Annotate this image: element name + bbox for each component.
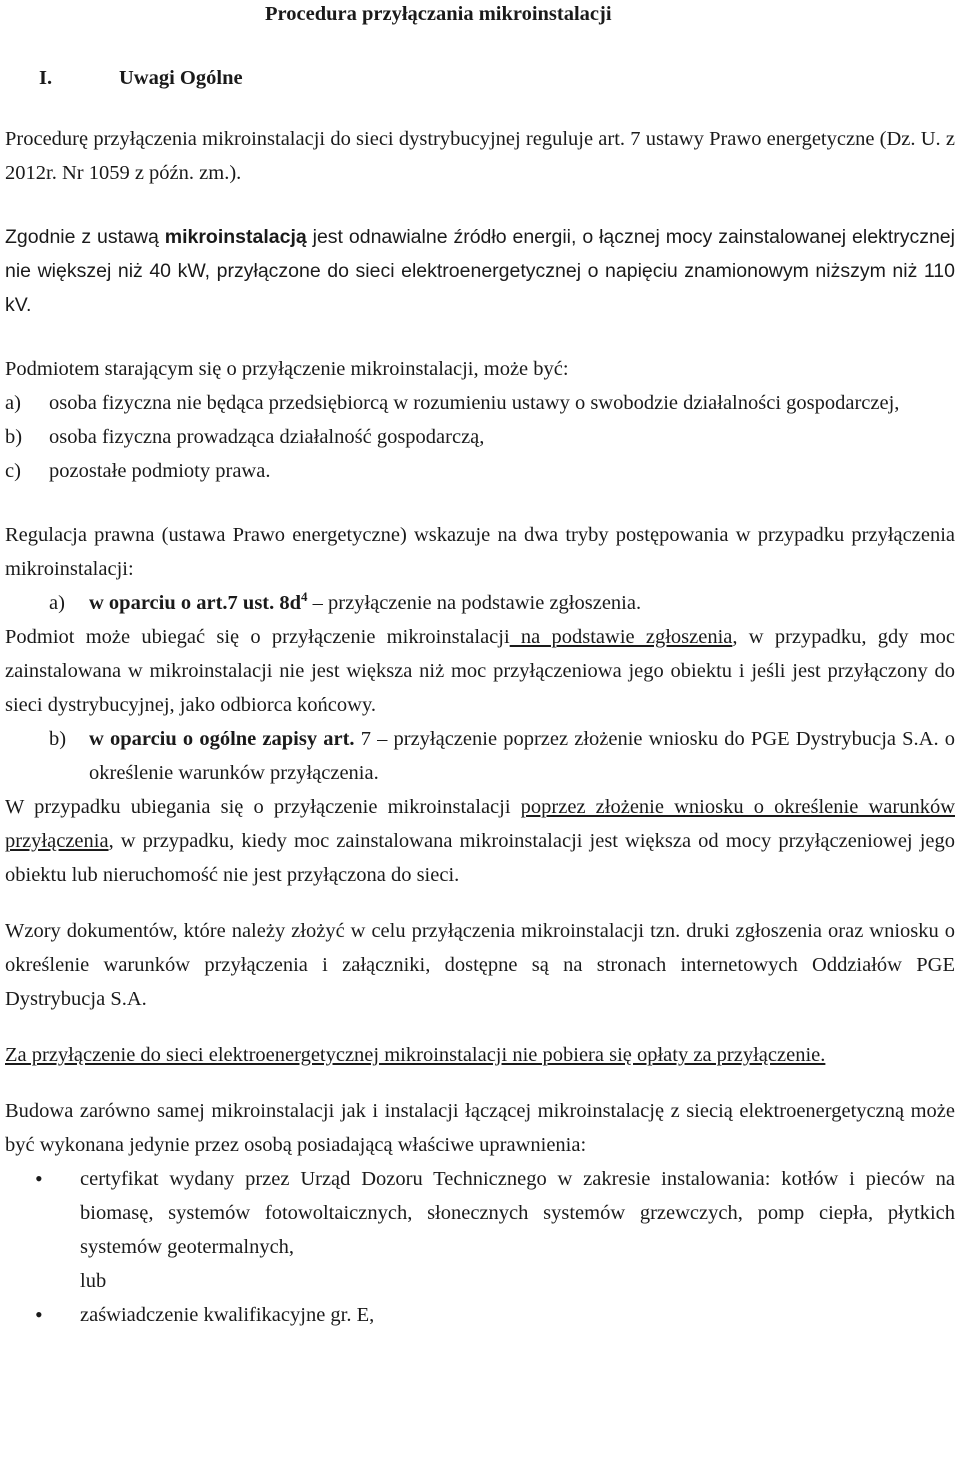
bullet-icon: • <box>35 1302 43 1327</box>
list-item: • zaświadczenie kwalifikacyjne gr. E, <box>5 1298 955 1332</box>
list-item: c) pozostałe podmioty prawa. <box>5 460 271 482</box>
paragraph-qualifications: Budowa zarówno samej mikroinstalacji jak i instalacji łączącej mikroinstalację z siecią elektroenergetyczną może być wykonana jedynie przez osobą posiadającą właściwe uprawnienia: <box>5 1100 955 1156</box>
list-item: • certyfikat wydany przez Urząd Dozoru Technicznego w zakresie instalowania: kotłów i pieców na biomasę, systemów fotowoltaicznych, słonecznych systemów grzewczych, pomp ciepła, płytkich systemów geotermalnych, lub <box>5 1162 955 1298</box>
document-page <box>5 0 955 1332</box>
section-number: I. <box>39 67 53 89</box>
bullet-icon: • <box>35 1166 43 1191</box>
qualifications-list <box>5 1162 955 1332</box>
mode-b-item: b) w oparciu o ogólne zapisy art. 7 – przyłączenie poprzez złożenie wniosku do PGE Dystrybucja S.A. o określenie warunków przyłączenia. <box>49 728 955 784</box>
mode-a-item: a) w oparciu o art.7 ust. $8d^4$ – przyłączenie na podstawie zgłoszenia. <box>49 589 642 614</box>
paragraph-mode-b: W przypadku ubiegania się o przyłączenie mikroinstalacji poprzez złożenie wniosku o określenie warunków przyłączenia, w przypadku, kiedy moc zainstalowana mikroinstalacji jest większa od mocy przyłączeniowej jego obiektu lub nieruchomość nie jest przyłączona do sieci. <box>5 796 955 886</box>
term-mikroinstalacja: mikroinstalacją <box>164 226 307 248</box>
list-item: a) osoba fizyczna nie będąca przedsiębiorcą w rozumieniu ustawy o swobodzie działalności gospodarczej, <box>5 392 900 414</box>
paragraph-no-fee: Za przyłączenie do sieci elektroenergetycznej mikroinstalacji nie pobiera się opłaty za przyłączenie. <box>5 1044 826 1066</box>
list-item: b) osoba fizyczna prowadząca działalność gospodarczą, <box>5 426 485 448</box>
applicants-list <box>5 386 955 488</box>
paragraph-forms: Wzory dokumentów, które należy złożyć w celu przyłączenia mikroinstalacji tzn. druki zgłoszenia oraz wniosku o określenie warunków przyłączenia i załączniki, dostępne są na stronach internetowych Oddziałów PGE Dystrybucja S.A. <box>5 920 955 1010</box>
paragraph-legal-basis: Procedurę przyłączenia mikroinstalacji do sieci dystrybucyjnej reguluje art. 7 ustawy Prawo energetyczne (Dz. U. z 2012r. Nr 1059 z późn. zm.). <box>5 128 955 184</box>
section-label: Uwagi Ogólne <box>119 67 243 89</box>
paragraph-procedure-modes: Regulacja prawna (ustawa Prawo energetyczne) wskazuje na dwa tryby postępowania w przypadku przyłączenia mikroinstalacji: <box>5 524 955 580</box>
document-title: Procedura przyłączania mikroinstalacji <box>265 3 612 25</box>
paragraph-applicants-intro: Podmiotem starającym się o przyłączenie mikroinstalacji, może być: <box>5 358 569 380</box>
section-heading <box>5 64 955 92</box>
paragraph-mode-a: Podmiot może ubiegać się o przyłączenie mikroinstalacji na podstawie zgłoszenia, w przypadku, gdy moc zainstalowana w mikroinstalacji nie jest większa niż moc przyłączeniowa jego obiektu i jeśli jest przyłączony do sieci dystrybucyjnej, jako odbiorca końcowy. <box>5 626 955 716</box>
paragraph-definition: Zgodnie z ustawą mikroinstalacją jest odnawialne źródło energii, o łącznej mocy zainstalowanej elektrycznej nie większej niż 40 kW, przyłączone do sieci elektroenergetycznej o napięciu znamionowym niższym niż 110 kV. <box>5 226 955 316</box>
